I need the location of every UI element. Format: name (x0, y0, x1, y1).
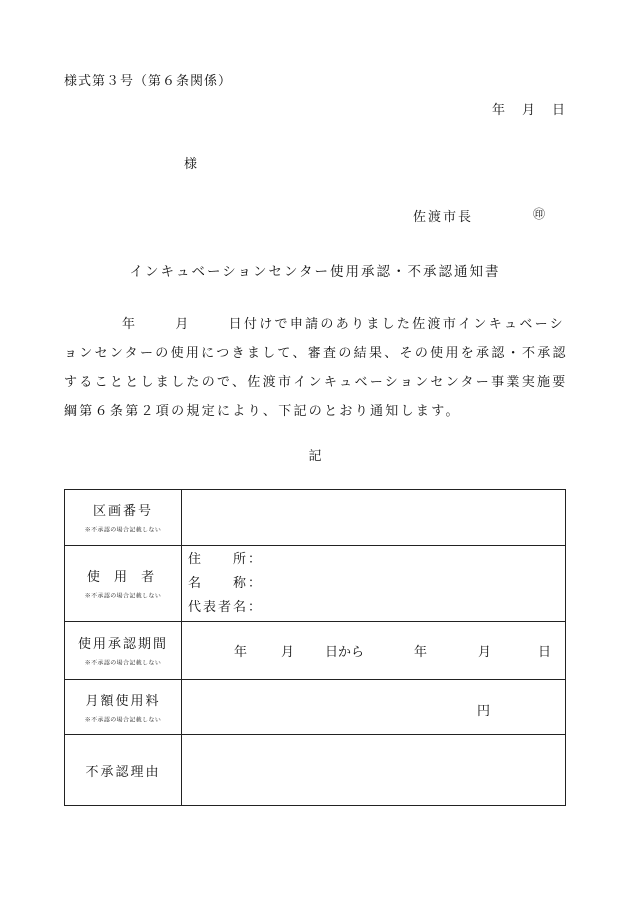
block-number-value[interactable] (182, 490, 566, 546)
label-cell (65, 622, 182, 680)
document-title: インキュベーションセンター使用承認・不承認通知書 (129, 264, 501, 280)
date-day-label: 日 (552, 103, 566, 118)
addressee-suffix: 様 (184, 157, 198, 172)
period-from-month: 月 (281, 645, 295, 660)
seal-mark: ㊞ (533, 207, 546, 221)
date-line (492, 99, 565, 118)
period-label: 使用承認期間 (77, 637, 168, 652)
name-field-label: 名 称： (188, 575, 264, 591)
yen-unit: 円 (477, 704, 491, 719)
form-number: 様式第３号（第６条関係） (64, 74, 233, 89)
not-approved-note: ※不承認の場合記載しない (84, 592, 162, 600)
monthly-fee-label: 月額使用料 (85, 693, 161, 709)
table-row-monthly-fee (65, 680, 566, 735)
date-month-label: 月 (522, 103, 536, 118)
body-text: 日付けで申請のありました佐渡市インキュベーションセンターの使用につきまして、審査の結果、その使用を承認・不承認することとしましたので、佐渡市インキュベーションセンター事業実施要綱第６条第２項の規定により、下記のとおり通知します。 (64, 317, 568, 419)
reason-label: 不承認理由 (85, 764, 161, 780)
issuer-name: 佐渡市長 (413, 210, 474, 225)
period-to-year: 年 (414, 645, 428, 660)
date-year-label: 年 (492, 103, 506, 118)
user-label: 使 用 者 (86, 570, 160, 585)
table-row-period (65, 622, 566, 680)
label-cell (65, 490, 182, 546)
not-approved-note: ※不承認の場合記載しない (84, 659, 162, 667)
not-approved-note: ※不承認の場合記載しない (84, 716, 162, 723)
monthly-fee-value[interactable] (182, 680, 566, 735)
period-to-month: 月 (478, 645, 492, 660)
user-value[interactable] (182, 546, 566, 622)
detail-table (64, 489, 566, 806)
period-to-day: 日 (538, 645, 552, 660)
address-field-label: 住 所： (188, 551, 264, 567)
period-from-year: 年 (234, 645, 248, 660)
period-value[interactable] (182, 622, 566, 680)
body-year: 年 (122, 317, 138, 332)
block-number-label: 区画番号 (92, 504, 153, 519)
body-month: 月 (175, 317, 191, 332)
table-row-reason (65, 735, 566, 806)
label-cell (65, 546, 182, 622)
record-mark: 記 (308, 449, 322, 464)
reason-value[interactable] (182, 735, 566, 806)
body-paragraph (64, 310, 574, 426)
period-from-day: 日から (325, 645, 365, 660)
label-cell (65, 735, 182, 806)
representative-field-label: 代表者名： (188, 599, 264, 615)
not-approved-note: ※不承認の場合記載しない (84, 526, 162, 534)
table-row-block-number (65, 490, 566, 546)
table-row-user (65, 546, 566, 622)
label-cell (65, 680, 182, 735)
